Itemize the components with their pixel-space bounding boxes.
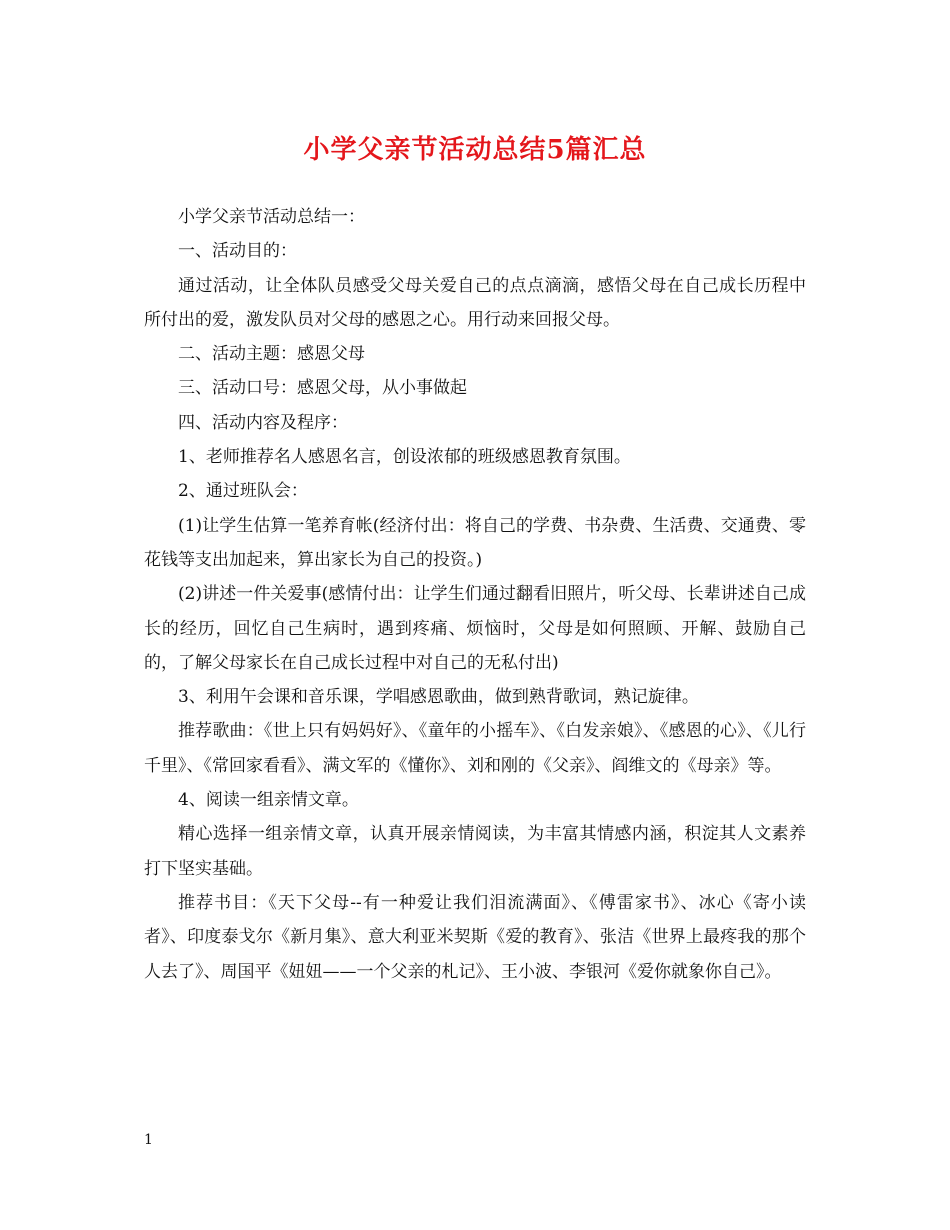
paragraph: 4、阅读一组亲情文章。	[178, 790, 359, 811]
paragraph: 1、老师推荐名人感恩名言，创设浓郁的班级感恩教育氛围。	[178, 447, 631, 468]
document-title: 小学父亲节活动总结5篇汇总	[303, 135, 647, 165]
paragraph: 三、活动口号：感恩父母，从小事做起	[178, 378, 467, 399]
paragraph: 通过活动，让全体队员感受父母关爱自己的点点滴滴，感悟父母在自己成长历程中所付出的爱，激发队员对父母的感恩之心。用行动来回报父母。	[144, 275, 806, 330]
paragraph: 精心选择一组亲情文章，认真开展亲情阅读，为丰富其情感内涵，积淀其人文素养打下坚实基础。	[144, 824, 806, 879]
paragraph: (2)讲述一件关爱事(感情付出：让学生们通过翻看旧照片，听父母、长辈讲述自己成长的经历，回忆自己生病时，遇到疼痛、烦恼时，父母是如何照顾、开解、鼓励自己的，了解父母家长在自己成长过程中对自己的无私付出)	[144, 584, 806, 673]
paragraph: 推荐歌曲：《世上只有妈妈好》、《童年的小摇车》、《白发亲娘》、《感恩的心》、《儿行千里》、《常回家看看》、满文军的《懂你》、刘和刚的《父亲》、阎维文的《母亲》等。	[144, 721, 806, 776]
paragraph: 四、活动内容及程序：	[178, 412, 348, 433]
paragraph: 二、活动主题：感恩父母	[178, 344, 365, 365]
paragraph: 小学父亲节活动总结一：	[178, 207, 365, 227]
paragraph: 推荐书目：《天下父母--有一种爱让我们泪流满面》、《傅雷家书》、冰心《寄小读者》、印度泰戈尔《新月集》、意大利亚米契斯《爱的教育》、张洁《世界上最疼我的那个人去了》、周国平《妞妞——一个父亲的札记》、王小波、李银河《爱你就象你自己》。	[144, 892, 806, 982]
paragraph: (1)让学生估算一笔养育帐(经济付出：将自己的学费、书杂费、生活费、交通费、零花钱等支出加起来，算出家长为自己的投资。)	[144, 515, 806, 570]
page-number: 1	[144, 1132, 153, 1148]
paragraph: 3、利用午会课和音乐课，学唱感恩歌曲，做到熟背歌词，熟记旋律。	[178, 687, 699, 708]
document-body	[144, 200, 806, 989]
paragraph: 一、活动目的：	[178, 241, 297, 262]
paragraph: 2、通过班队会：	[178, 481, 308, 502]
